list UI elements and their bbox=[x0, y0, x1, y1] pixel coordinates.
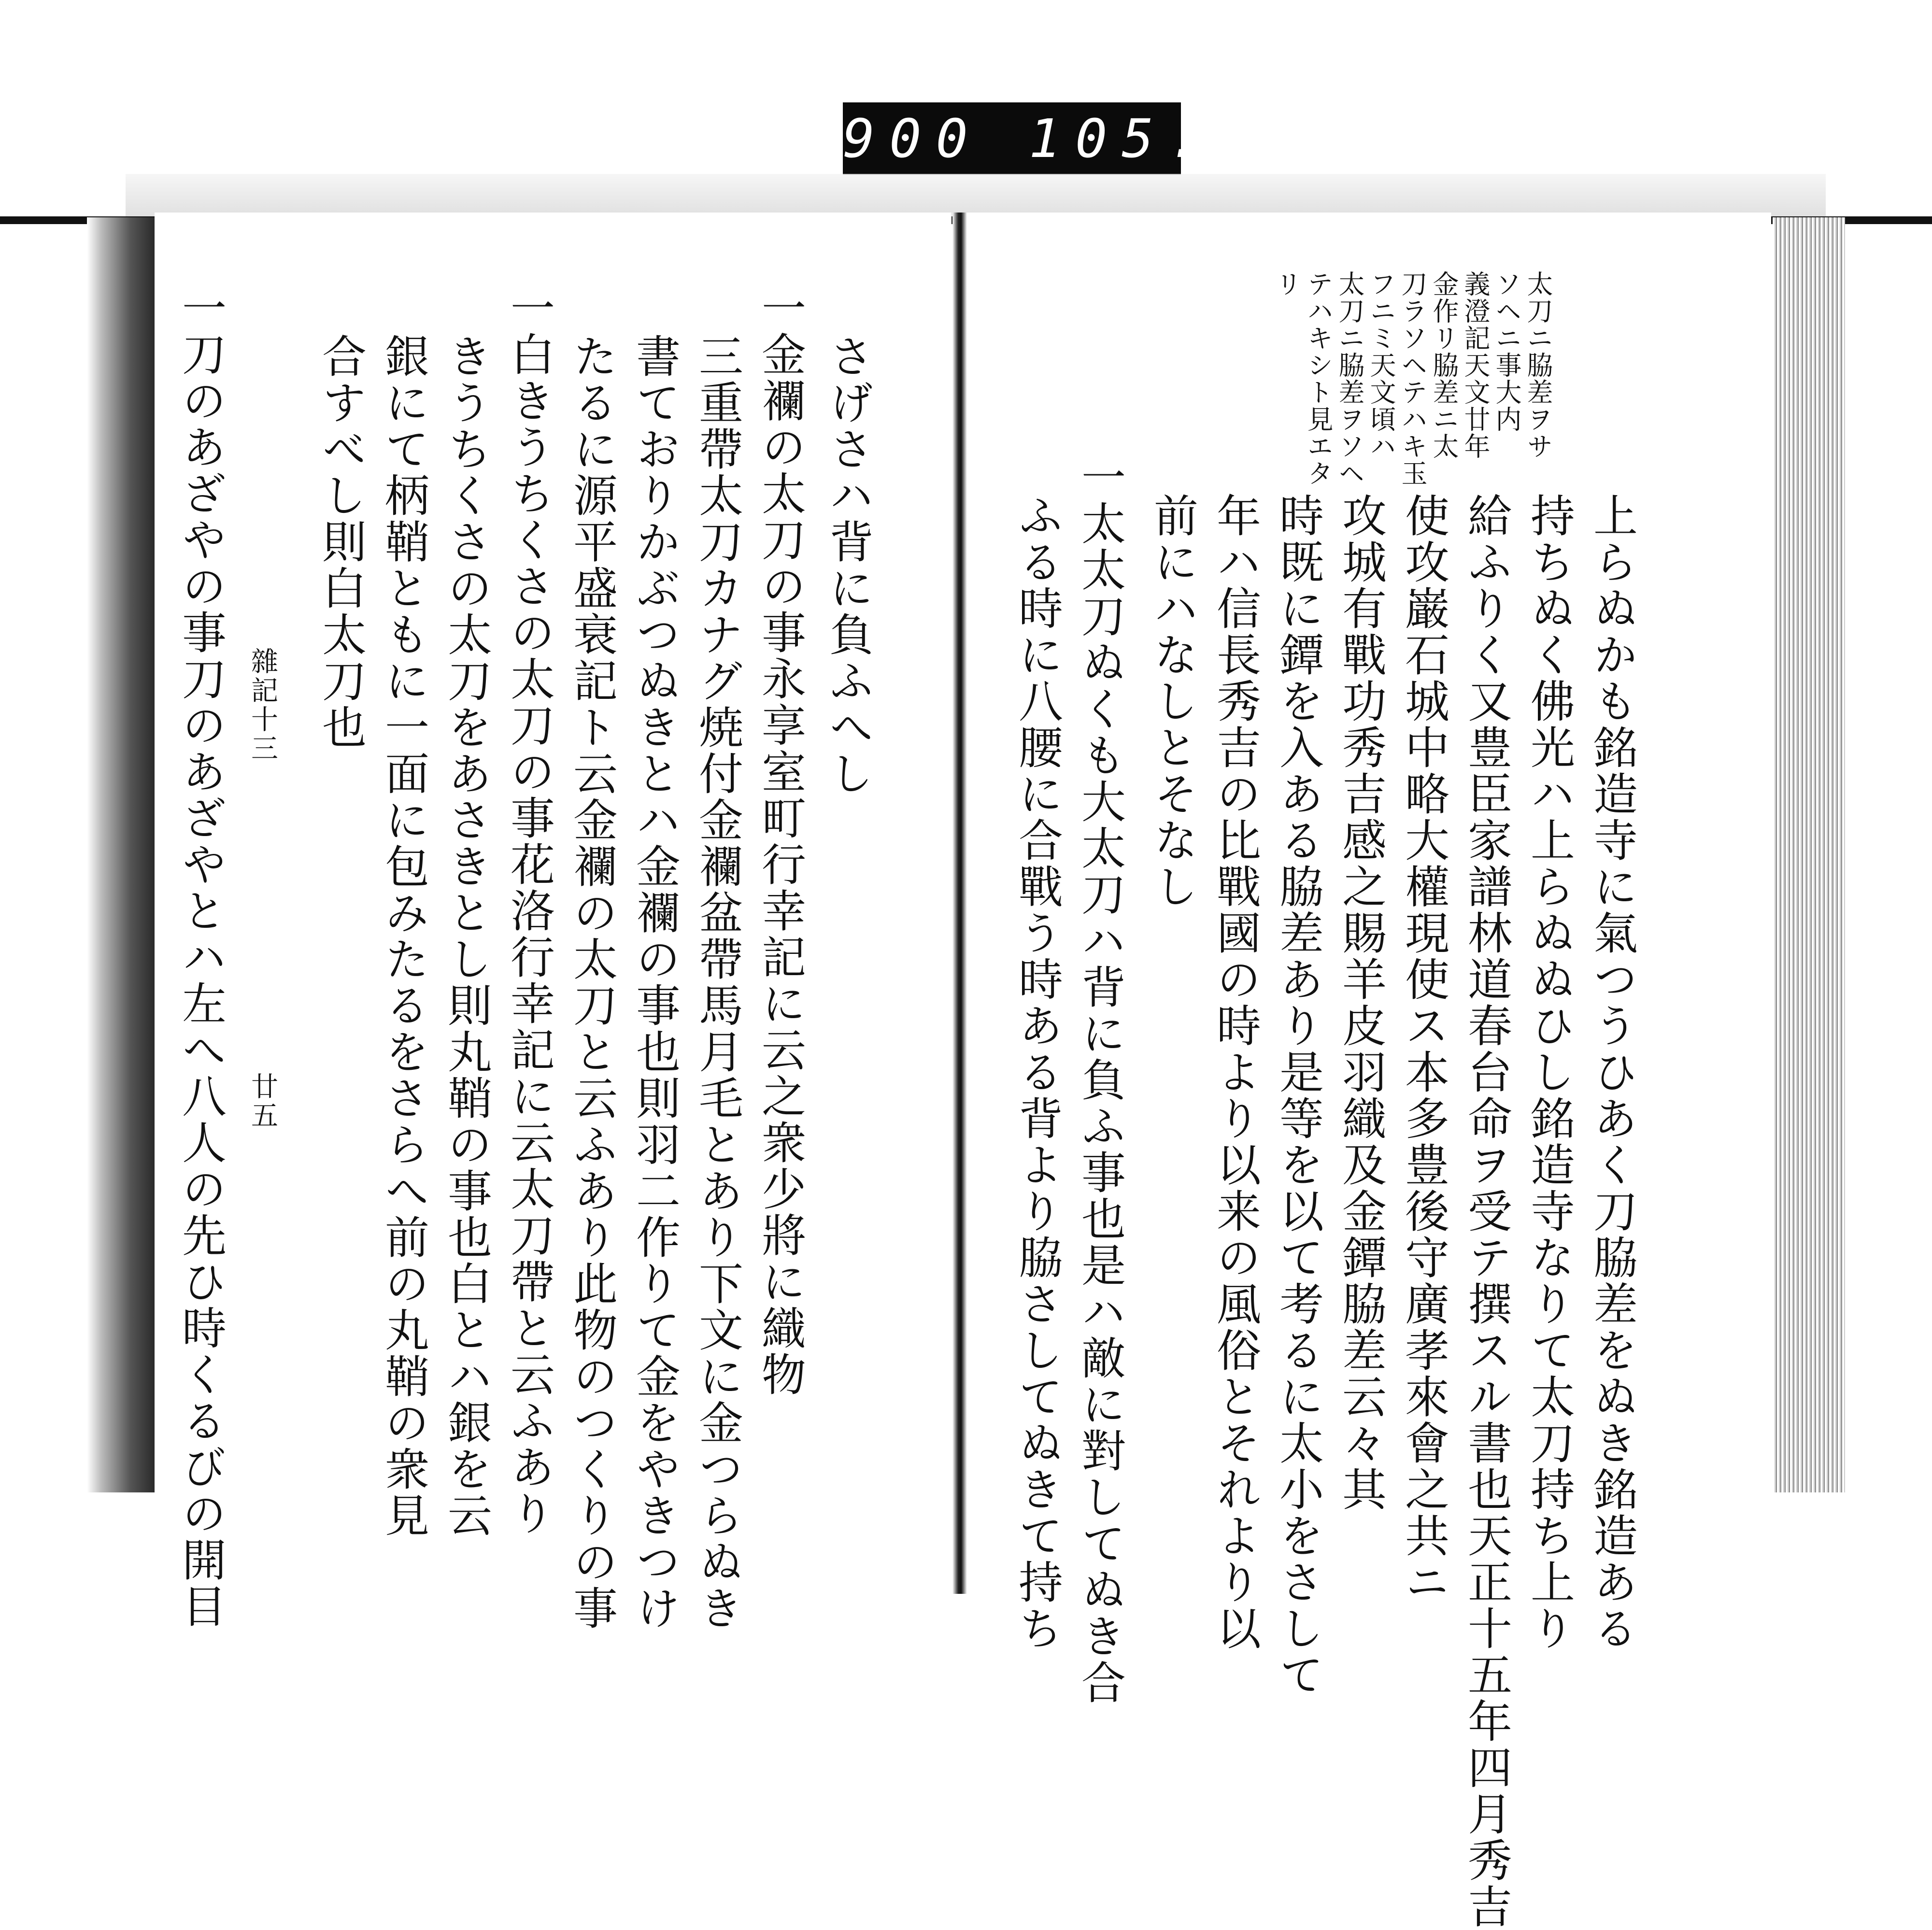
marginal-note: 太刀ニ脇差ヲソヘ bbox=[1335, 270, 1365, 487]
marginal-note: 太刀ニ脇差ヲサ bbox=[1523, 270, 1553, 460]
text-column: 前にハなしとそなし bbox=[1147, 493, 1198, 910]
folio-number: 廿五 bbox=[247, 1072, 278, 1130]
marginal-note: 義澄記天文廿年 bbox=[1460, 270, 1491, 460]
text-column: 給ふりく又豊臣家譜林道春台命ヲ受テ撰スル書也天正十五年四月秀吉 bbox=[1461, 493, 1512, 1930]
text-column: 年ハ信長秀吉の比戰國の時より以来の風俗とそれより以 bbox=[1209, 493, 1261, 1652]
text-column: 上らぬかも銘造寺に氣つうひあく刀脇差をぬき銘造ある bbox=[1586, 493, 1638, 1652]
text-column: 攻城有戰功秀吉感之賜羊皮羽織及金鐔脇差云々其 bbox=[1335, 493, 1387, 1513]
left-page bbox=[155, 213, 952, 1632]
text-column: 書ておりかぶつぬきとハ金襴の事也則羽二作りて金をやきつけ bbox=[629, 333, 681, 1632]
marginal-note: フニミ天文頃ハ bbox=[1366, 270, 1396, 460]
text-column: たるに源平盛衰記ト云金襴の太刀と云ふあり此物のつくりの事 bbox=[566, 333, 618, 1632]
right-page-edge bbox=[1773, 217, 1845, 1492]
text-column: 一太太刀ぬくも大太刀ハ背に負ふ事也是ハ敵に對してぬき合 bbox=[1074, 454, 1126, 1706]
text-column: 時既に鐔を入ある脇差あり是等を以て考るに太小をさして bbox=[1272, 493, 1324, 1698]
text-column: 持ちぬく佛光ハ上らぬぬひし銘造寺なりて太刀持ち上り bbox=[1523, 493, 1575, 1652]
text-column: ふる時に八腰に合戰う時ある背より脇さしてぬきて持ち bbox=[1011, 493, 1063, 1652]
marginal-note: ソヘニ事大内 bbox=[1492, 270, 1522, 433]
text-column: 銀にて柄鞘ともに一面に包みたるをさらへ前の丸鞘の衆見 bbox=[378, 333, 429, 1539]
text-column: さげさハ背に負ふへし bbox=[822, 333, 874, 797]
text-column: 合すべし則白太刀也 bbox=[315, 333, 367, 751]
right-page bbox=[967, 213, 1771, 1930]
text-column: 一刀のあざやの事刀のあざやとハ左へ八人の先ひ時くるびの開目 bbox=[175, 285, 227, 1630]
text-column: きうちくさの太刀をあさきとし則丸鞘の事也白とハ銀を云 bbox=[440, 333, 492, 1539]
marginal-note: テハキシト見エタ bbox=[1303, 270, 1334, 487]
text-column: 三重帶太刀カナグ焼付金襴盆帶馬月毛とあり下文に金つらぬき bbox=[692, 333, 743, 1632]
marginal-note: 刀ラソヘテハキ玉 bbox=[1397, 270, 1428, 487]
call-number-label: 900 105. bbox=[843, 102, 1181, 175]
left-page-edge bbox=[87, 217, 155, 1492]
book-gutter bbox=[952, 213, 967, 1594]
scan-shadow bbox=[126, 174, 1826, 217]
text-column: 一白きうちくさの太刀の事花洛行幸記に云太刀帶と云ふあり bbox=[503, 285, 555, 1537]
open-book bbox=[87, 213, 1845, 1930]
text-column: 一金襴の太刀の事永享室町行幸記に云之衆少將に織物 bbox=[754, 285, 806, 1398]
marginal-note: リ bbox=[1272, 270, 1302, 298]
margin-title: 雜記十三 bbox=[247, 647, 278, 763]
text-column: 使攻巌石城中略大權現使ス本多豊後守廣孝來會之共ニ bbox=[1398, 493, 1449, 1605]
marginal-note: 金作リ脇差ニ太 bbox=[1429, 270, 1459, 460]
